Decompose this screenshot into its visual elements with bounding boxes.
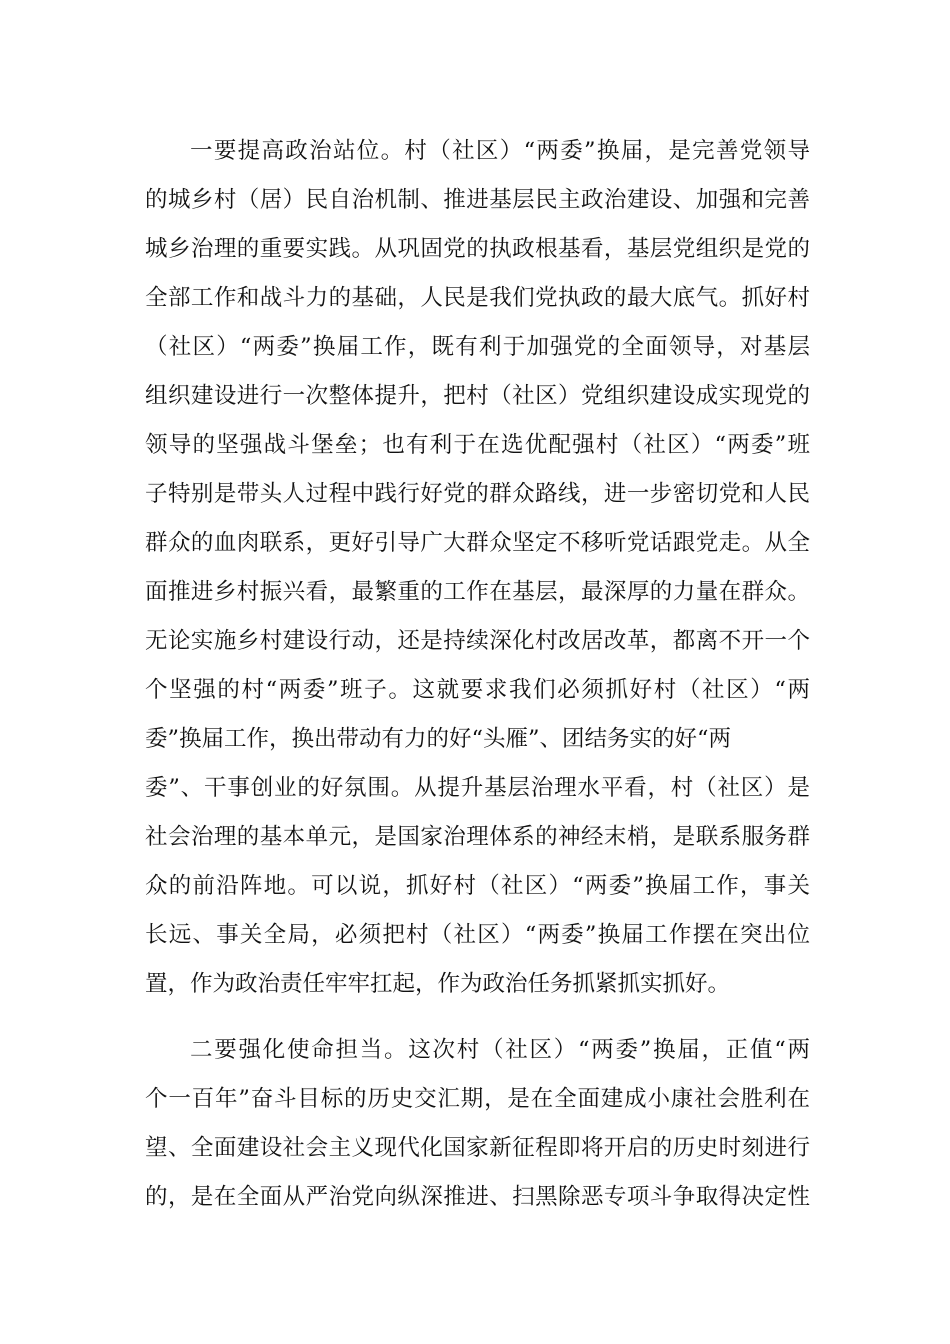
paragraph-1-line-10: 面推进乡村振兴看，最繁重的工作在基层，最深厚的力量在群众。 — [145, 579, 810, 605]
paragraph-1-line-8: 子特别是带头人过程中践行好党的群众路线，进一步密切党和人民 — [145, 481, 810, 507]
paragraph-1-line-3: 城乡治理的重要实践。从巩固党的执政根基看，基层党组织是党的 — [145, 236, 810, 262]
paragraph-1-line-17: 长远、事关全局，必须把村（社区）“两委”换届工作摆在突出位 — [145, 922, 810, 948]
paragraph-1-line-9: 群众的血肉联系，更好引导广大群众坚定不移听党话跟党走。从全 — [145, 530, 810, 556]
paragraph-1-line-2: 的城乡村（居）民自治机制、推进基层民主政治建设、加强和完善 — [145, 187, 810, 213]
paragraph-1-line-11: 无论实施乡村建设行动，还是持续深化村改居改革，都离不开一个 — [145, 628, 810, 654]
paragraph-2-line-4: 的，是在全面从严治党向纵深推进、扫黑除恶专项斗争取得决定性 — [145, 1184, 810, 1210]
paragraph-1-line-14: 委”、干事创业的好氛围。从提升基层治理水平看，村（社区）是 — [145, 775, 810, 801]
paragraph-1-line-16: 众的前沿阵地。可以说，抓好村（社区）“两委”换届工作，事关 — [145, 873, 810, 899]
paragraph-1-line-5: （社区）“两委”换届工作，既有利于加强党的全面领导，对基层 — [145, 334, 810, 360]
paragraph-2-line-3: 望、全面建设社会主义现代化国家新征程即将开启的历史时刻进行 — [145, 1135, 810, 1161]
paragraph-1-line-6: 组织建设进行一次整体提升，把村（社区）党组织建设成实现党的 — [145, 383, 810, 409]
paragraph-1-line-7: 领导的坚强战斗堡垒；也有利于在选优配强村（社区）“两委”班 — [145, 432, 810, 458]
paragraph-1-line-4: 全部工作和战斗力的基础，人民是我们党执政的最大底气。抓好村 — [145, 285, 810, 311]
paragraph-2-line-2: 个一百年”奋斗目标的历史交汇期，是在全面建成小康社会胜利在 — [145, 1086, 810, 1112]
paragraph-2-line-1: 二要强化使命担当。这次村（社区）“两委”换届，正值“两 — [190, 1037, 810, 1063]
paragraph-1-line-12: 个坚强的村“两委”班子。这就要求我们必须抓好村（社区）“两 — [145, 677, 810, 703]
paragraph-1-line-15: 社会治理的基本单元，是国家治理体系的神经末梢，是联系服务群 — [145, 824, 810, 850]
paragraph-1-line-13: 委”换届工作，换出带动有力的好“头雁”、团结务实的好“两 — [145, 726, 732, 752]
paragraph-1-line-1: 一要提高政治站位。村（社区）“两委”换届，是完善党领导 — [190, 138, 810, 164]
paragraph-1-line-18: 置，作为政治责任牢牢扛起，作为政治任务抓紧抓实抓好。 — [145, 971, 731, 997]
